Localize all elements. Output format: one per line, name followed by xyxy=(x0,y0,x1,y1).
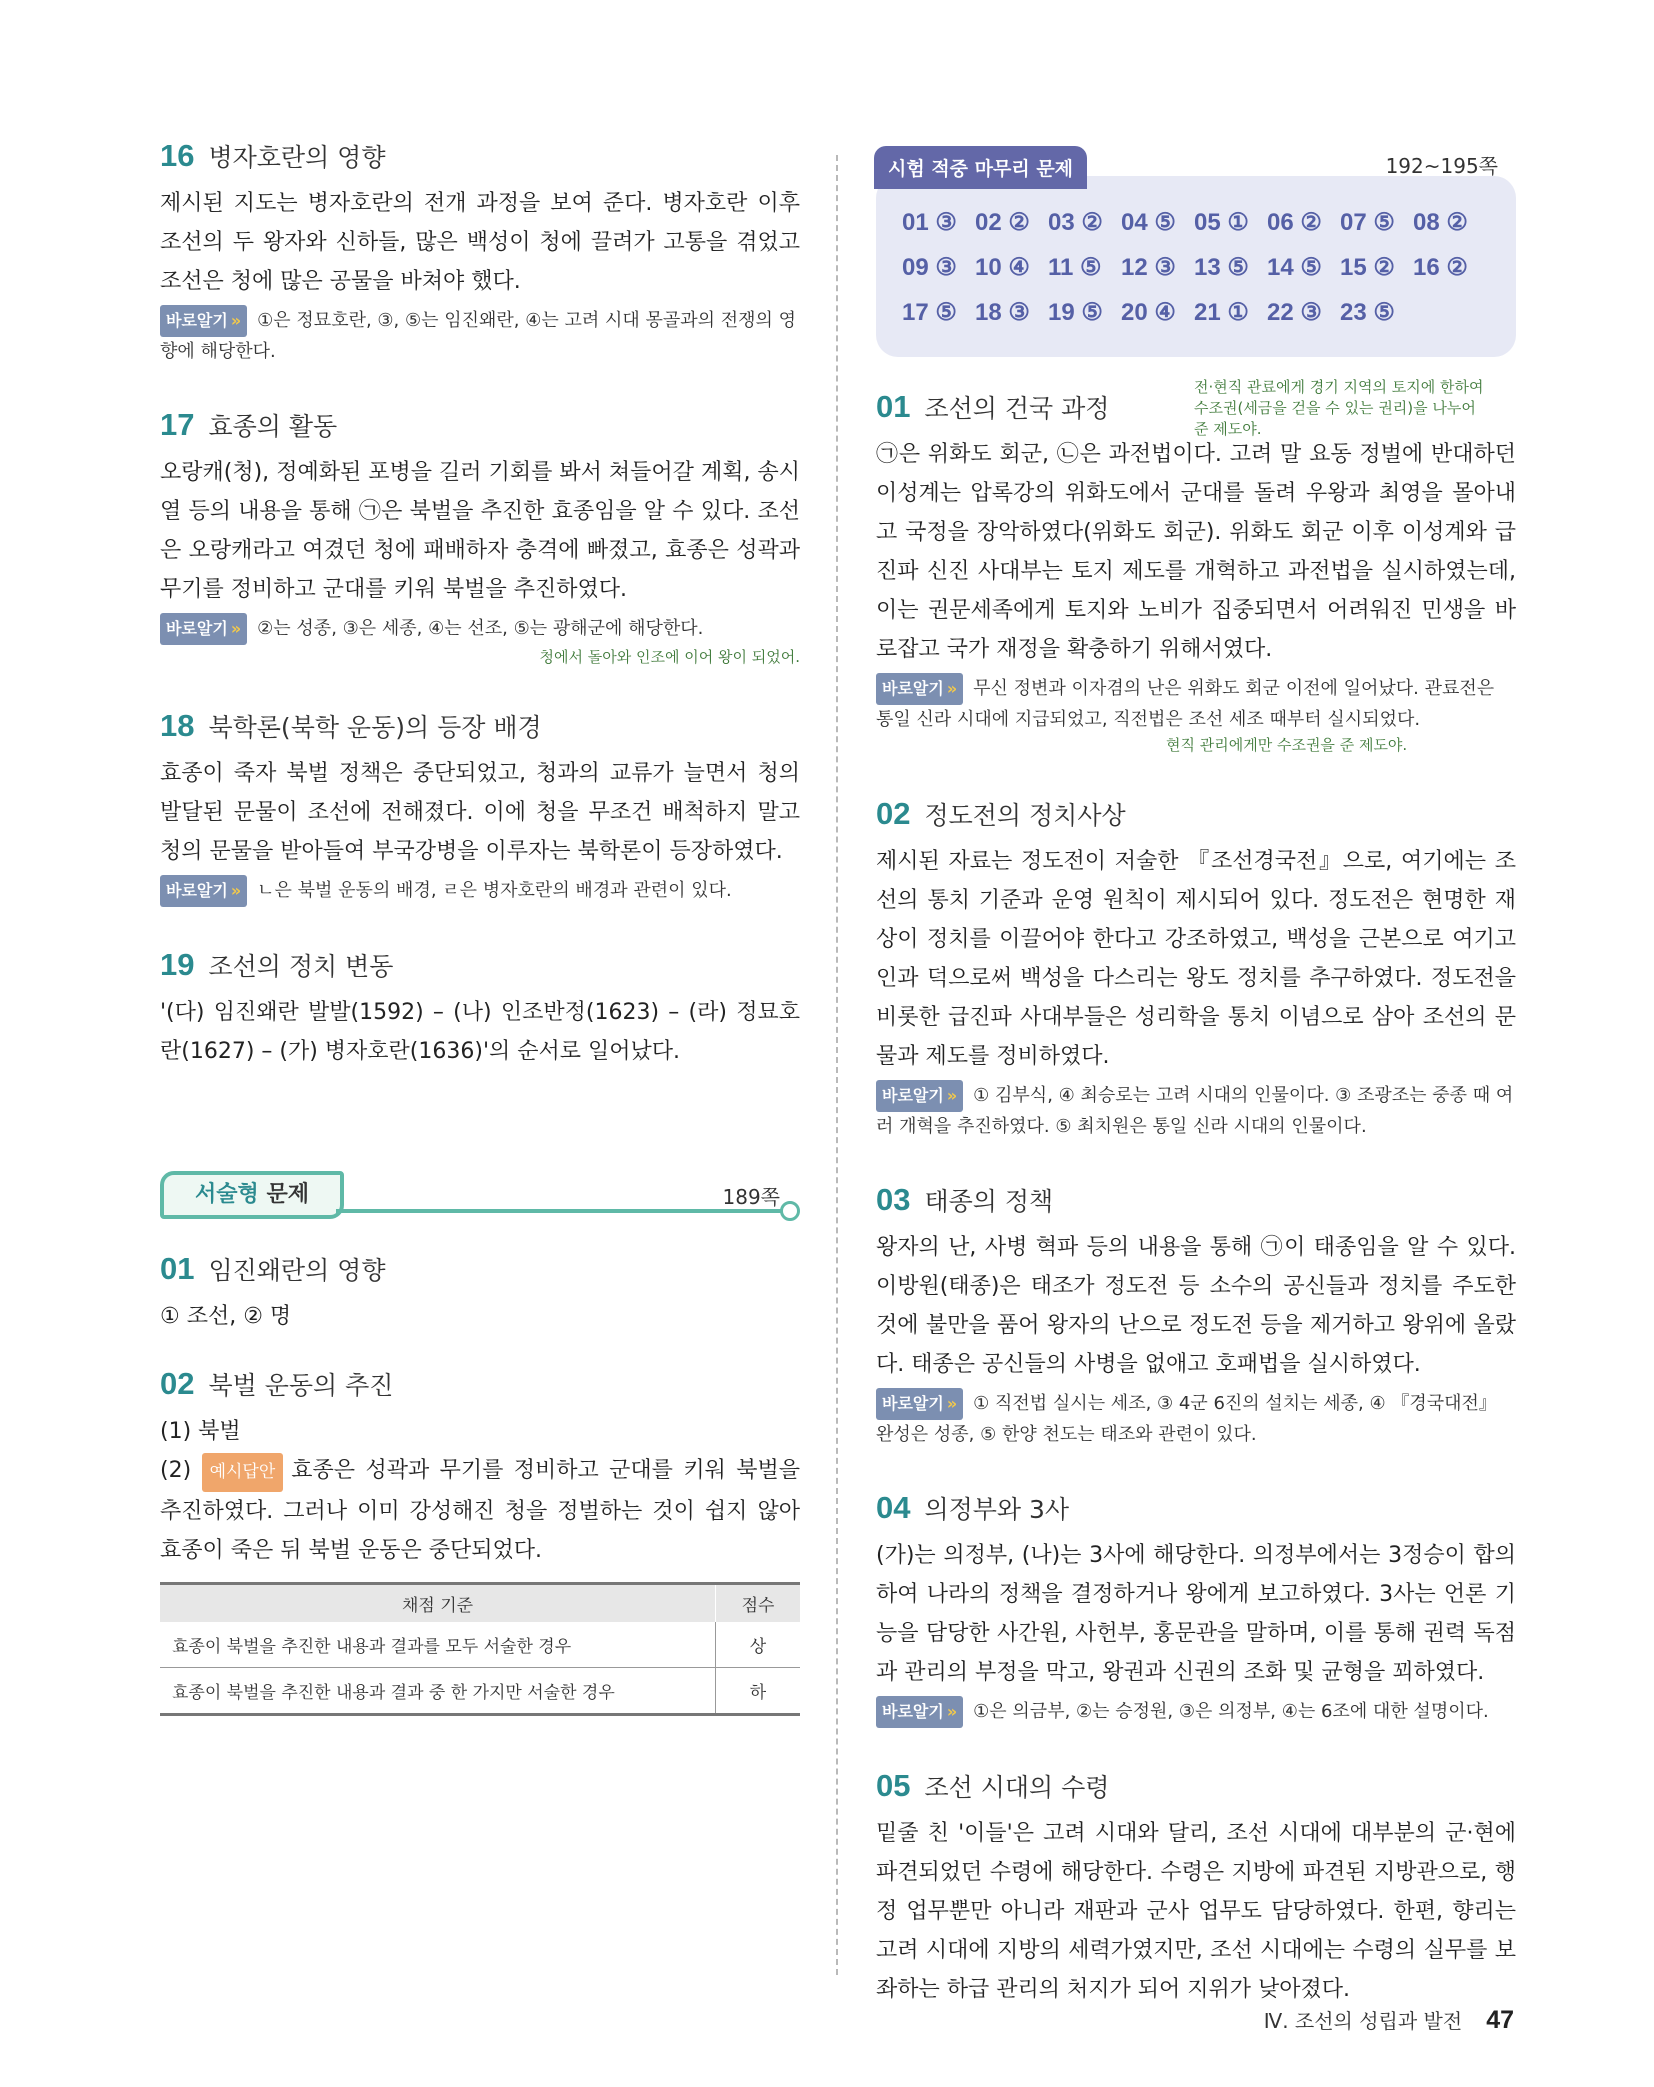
left-column xyxy=(160,140,800,1758)
answer-item: 01 ③ xyxy=(902,209,957,236)
explanation-text: 밑줄 친 '이들'은 고려 시대와 달리, 조선 시대에 대부분의 군·현에 파견되었던 수령에 해당한다. 수령은 지방에 파견된 지방관으로, 행정 업무뿐만 아니라 재판과 군사 업무도 담당하였다. 한편, 향리는 고려 시대에 지방의 세력가였지만, 조선 시대에는 수령의 실무를 보좌하는 하급 관리의 처지가 되어 지위가 낮아졌다. xyxy=(876,1821,1516,2002)
answer-item: 02 ② xyxy=(975,209,1030,236)
answer-item: 09 ③ xyxy=(902,254,957,281)
question-title: 조선의 건국 과정 xyxy=(924,394,1110,423)
correction-note: 바로알기 » ① 직전법 실시는 세조, ③ 4군 6진의 설치는 세종, ④ 『경국대전』 완성은 성종, ⑤ 한양 천도는 태조와 관련이 있다. xyxy=(876,1388,1516,1450)
explanation-text: 왕자의 난, 사병 혁파 등의 내용을 통해 ㉠이 태종임을 알 수 있다. 이방원(태종)은 태조가 정도전 등 소수의 공신들과 정치를 주도한 것에 불만을 품어 왕자의 난으로 정도전 등을 제거하고 왕위에 올랐다. 태종은 공신들의 사병을 없애고 호패법을 실시하였다. xyxy=(876,1235,1516,1377)
answer-row xyxy=(902,290,1492,335)
answer-item: 15 ② xyxy=(1340,254,1395,281)
answer-item: 10 ④ xyxy=(975,254,1030,281)
correction-note: 바로알기 » ㄴ은 북벌 운동의 배경, ㄹ은 병자호란의 배경과 관련이 있다. xyxy=(160,875,800,907)
answer-02 xyxy=(876,798,1516,1142)
answer-item: 03 ② xyxy=(1048,209,1103,236)
correction-note: 바로알기 » ① 김부식, ④ 최승로는 고려 시대의 인물이다. ③ 조광조는 중종 때 여러 개혁을 추진하였다. ⑤ 최치원은 통일 신라 시대의 인물이다. xyxy=(876,1080,1516,1142)
correction-badge: 바로알기 » xyxy=(160,305,247,337)
double-chevron-icon: » xyxy=(946,1702,958,1721)
double-chevron-icon: » xyxy=(230,881,242,900)
answer-item: 13 ⑤ xyxy=(1194,254,1249,281)
correction-note: 바로알기 » 무신 정변과 이자겸의 난은 위화도 회군 이전에 일어났다. 관료전은 통일 신라 시대에 지급되었고, 직전법은 조선 세조 때부터 실시되었다. xyxy=(876,673,1516,735)
table-row: 효종이 북벌을 추진한 내용과 결과 중 한 가지만 서술한 경우 하 xyxy=(160,1668,800,1715)
question-19 xyxy=(160,949,800,1071)
answer-item: 04 ⑤ xyxy=(1121,209,1176,236)
question-number: 18 xyxy=(160,708,195,743)
question-title: 북학론(북학 운동)의 등장 배경 xyxy=(208,713,542,742)
question-title: 조선 시대의 수령 xyxy=(924,1773,1110,1802)
answer-item: 11 ⑤ xyxy=(1048,254,1102,281)
descriptive-02 xyxy=(160,1368,800,1716)
answer-part-1: (1) 북벌 xyxy=(160,1419,241,1444)
answer-grid xyxy=(902,200,1492,335)
explanation-text: 효종이 죽자 북벌 정책은 중단되었고, 청과의 교류가 늘면서 청의 발달된 문물이 조선에 전해졌다. 이에 청을 무조건 배척하지 말고 청의 문물을 받아들여 부국강병을 이루자는 북학론이 등장하였다. xyxy=(160,761,800,864)
answer-05 xyxy=(876,1770,1516,2009)
question-16 xyxy=(160,140,800,367)
margin-annotation: 전·현직 관료에게 경기 지역의 토지에 한하여 수조권(세금을 걷을 수 있는 권리)을 나누어 준 제도야. xyxy=(1194,378,1484,438)
question-title: 병자호란의 영향 xyxy=(208,143,386,172)
page-reference: 189쪽 xyxy=(722,1185,780,1209)
answer-item: 20 ④ xyxy=(1121,299,1176,326)
question-title: 정도전의 정치사상 xyxy=(924,801,1126,830)
correction-note: 바로알기 » ①은 정묘호란, ③, ⑤는 임진왜란, ④는 고려 시대 몽골과의 전쟁의 영향에 해당한다. xyxy=(160,305,800,367)
double-chevron-icon: » xyxy=(230,311,242,330)
question-title: 의정부와 3사 xyxy=(924,1495,1070,1524)
question-number: 01 xyxy=(876,389,911,424)
question-number: 05 xyxy=(876,1768,911,1803)
question-title: 태종의 정책 xyxy=(924,1187,1054,1216)
correction-note: 바로알기 » ①은 의금부, ②는 승정원, ③은 의정부, ④는 6조에 대한 설명이다. xyxy=(876,1696,1516,1728)
answer-row xyxy=(902,245,1492,290)
answer-01 xyxy=(876,378,1516,756)
question-number: 01 xyxy=(160,1251,195,1286)
question-17 xyxy=(160,409,800,668)
question-number: 16 xyxy=(160,138,195,173)
double-chevron-icon: » xyxy=(230,619,242,638)
explanation-text: '(다) 임진왜란 발발(1592) – (나) 인조반정(1623) – (라) 정묘호란(1627) – (가) 병자호란(1636)'의 순서로 일어났다. xyxy=(160,1000,800,1064)
question-number: 17 xyxy=(160,407,195,442)
answer-item: 12 ③ xyxy=(1121,254,1176,281)
answer-key-tab: 시험 적중 마무리 문제 xyxy=(874,146,1087,189)
question-number: 04 xyxy=(876,1490,911,1525)
double-chevron-icon: » xyxy=(946,679,958,698)
scoring-table xyxy=(160,1582,800,1716)
question-18 xyxy=(160,710,800,907)
correction-badge: 바로알기 » xyxy=(160,875,247,907)
score-header: 점수 xyxy=(716,1584,801,1623)
answer-03 xyxy=(876,1184,1516,1450)
explanation-text: 오랑캐(청), 정예화된 포병을 길러 기회를 봐서 쳐들어갈 계획, 송시열 등의 내용을 통해 ㉠은 북벌을 추진한 효종임을 알 수 있다. 조선은 오랑캐라고 여겼던 청에 패배하자 충격에 빠졌고, 효종은 성곽과 무기를 정비하고 군대를 키워 북벌을 추진하였다. xyxy=(160,460,800,602)
explanation-text: (가)는 의정부, (나)는 3사에 해당한다. 의정부에서는 3정승이 합의하여 나라의 정책을 결정하거나 왕에게 보고하였다. 3사는 언론 기능을 담당한 사간원, 사헌부, 홍문관을 말하며, 이를 통해 권력 독점과 관리의 부정을 막고, 왕권과 신권의 조화 및 균형을 꾀하였다. xyxy=(876,1543,1516,1685)
answer-item: 08 ② xyxy=(1413,209,1468,236)
correction-note: 바로알기 » ②는 성종, ③은 세종, ④는 선조, ⑤는 광해군에 해당한다. xyxy=(160,613,800,645)
correction-badge: 바로알기 » xyxy=(876,1696,963,1728)
answer-text: ① 조선, ② 명 xyxy=(160,1304,292,1329)
question-title: 효종의 활동 xyxy=(208,412,338,441)
answer-row xyxy=(902,200,1492,245)
descriptive-section-header xyxy=(160,1171,800,1217)
correction-badge: 바로알기 » xyxy=(876,1080,963,1112)
answer-item: 22 ③ xyxy=(1267,299,1322,326)
question-number: 02 xyxy=(160,1366,195,1401)
answer-item: 18 ③ xyxy=(975,299,1030,326)
unit-title: Ⅳ. 조선의 성립과 발전 xyxy=(1263,2009,1463,2033)
question-number: 19 xyxy=(160,947,195,982)
answer-item: 19 ⑤ xyxy=(1048,299,1103,326)
answer-item: 07 ⑤ xyxy=(1340,209,1395,236)
rule-end-dot xyxy=(780,1201,800,1221)
answer-key-box xyxy=(876,154,1516,357)
answer-item: 23 ⑤ xyxy=(1340,299,1395,326)
page-reference: 192~195쪽 xyxy=(1385,154,1498,178)
question-number: 02 xyxy=(876,796,911,831)
answer-item: 21 ① xyxy=(1194,299,1249,326)
double-chevron-icon: » xyxy=(946,1394,958,1413)
column-divider xyxy=(836,155,838,1975)
margin-annotation: 청에서 돌아와 인조에 이어 왕이 되었어. xyxy=(539,648,800,666)
table-row: 효종이 북벌을 추진한 내용과 결과를 모두 서술한 경우 상 xyxy=(160,1622,800,1668)
criteria-header: 채점 기준 xyxy=(160,1584,716,1623)
answer-item: 05 ① xyxy=(1194,209,1249,236)
explanation-text: 제시된 지도는 병자호란의 전개 과정을 보여 준다. 병자호란 이후 조선의 두 왕자와 신하들, 많은 백성이 청에 끌려가 고통을 겪었고 조선은 청에 많은 공물을 바쳐야 했다. xyxy=(160,191,800,294)
section-tab: 서술형 문제 xyxy=(160,1171,344,1219)
page-footer xyxy=(1264,2005,1514,2035)
margin-annotation: 현직 관리에게만 수조권을 준 제도야. xyxy=(1166,736,1408,754)
descriptive-01 xyxy=(160,1253,800,1336)
question-title: 북벌 운동의 추진 xyxy=(208,1371,394,1400)
explanation-text: 제시된 자료는 정도전이 저술한 『조선경국전』으로, 여기에는 조선의 통치 기준과 운영 원칙이 제시되어 있다. 정도전은 현명한 재상이 정치를 이끌어야 한다고 강조하였고, 백성을 근본으로 여기고 인과 덕으로써 백성을 다스리는 왕도 정치를 추구하였다. 정도전을 비롯한 급진파 사대부들은 성리학을 통치 이념으로 삼아 조선의 문물과 제도를 정비하였다. xyxy=(876,849,1516,1069)
question-title: 조선의 정치 변동 xyxy=(208,952,394,981)
question-title: 임진왜란의 영향 xyxy=(208,1256,386,1285)
answer-part-2: (2) 예시답안 효종은 성곽과 무기를 정비하고 군대를 키워 북벌을 추진하였다. 그러나 이미 강성해진 청을 정벌하는 것이 쉽지 않아 효종이 죽은 뒤 북벌 운동은 중단되었다. xyxy=(160,1451,800,1570)
right-column xyxy=(876,140,1516,2051)
section-rule xyxy=(336,1209,788,1213)
answer-item: 17 ⑤ xyxy=(902,299,957,326)
explanation-text: ㉠은 위화도 회군, ㉡은 과전법이다. 고려 말 요동 정벌에 반대하던 이성계는 압록강의 위화도에서 군대를 돌려 우왕과 최영을 몰아내고 국정을 장악하였다(위화도 회군). 위화도 회군 이후 이성계와 급진파 신진 사대부는 토지 제도를 개혁하고 과전법을 실시하였는데, 이는 권문세족에게 토지와 노비가 집중되면서 어려워진 민생을 바로잡고 국가 재정을 확충하기 위해서였다. xyxy=(876,442,1516,662)
example-answer-badge: 예시답안 xyxy=(202,1453,284,1492)
double-chevron-icon: » xyxy=(946,1086,958,1105)
correction-badge: 바로알기 » xyxy=(876,673,963,705)
question-number: 03 xyxy=(876,1182,911,1217)
answer-item: 14 ⑤ xyxy=(1267,254,1322,281)
correction-badge: 바로알기 » xyxy=(160,613,247,645)
answer-item: 16 ② xyxy=(1413,254,1468,281)
answer-item: 06 ② xyxy=(1267,209,1322,236)
correction-badge: 바로알기 » xyxy=(876,1388,963,1420)
answer-04 xyxy=(876,1492,1516,1728)
page-number: 47 xyxy=(1486,2006,1514,2034)
